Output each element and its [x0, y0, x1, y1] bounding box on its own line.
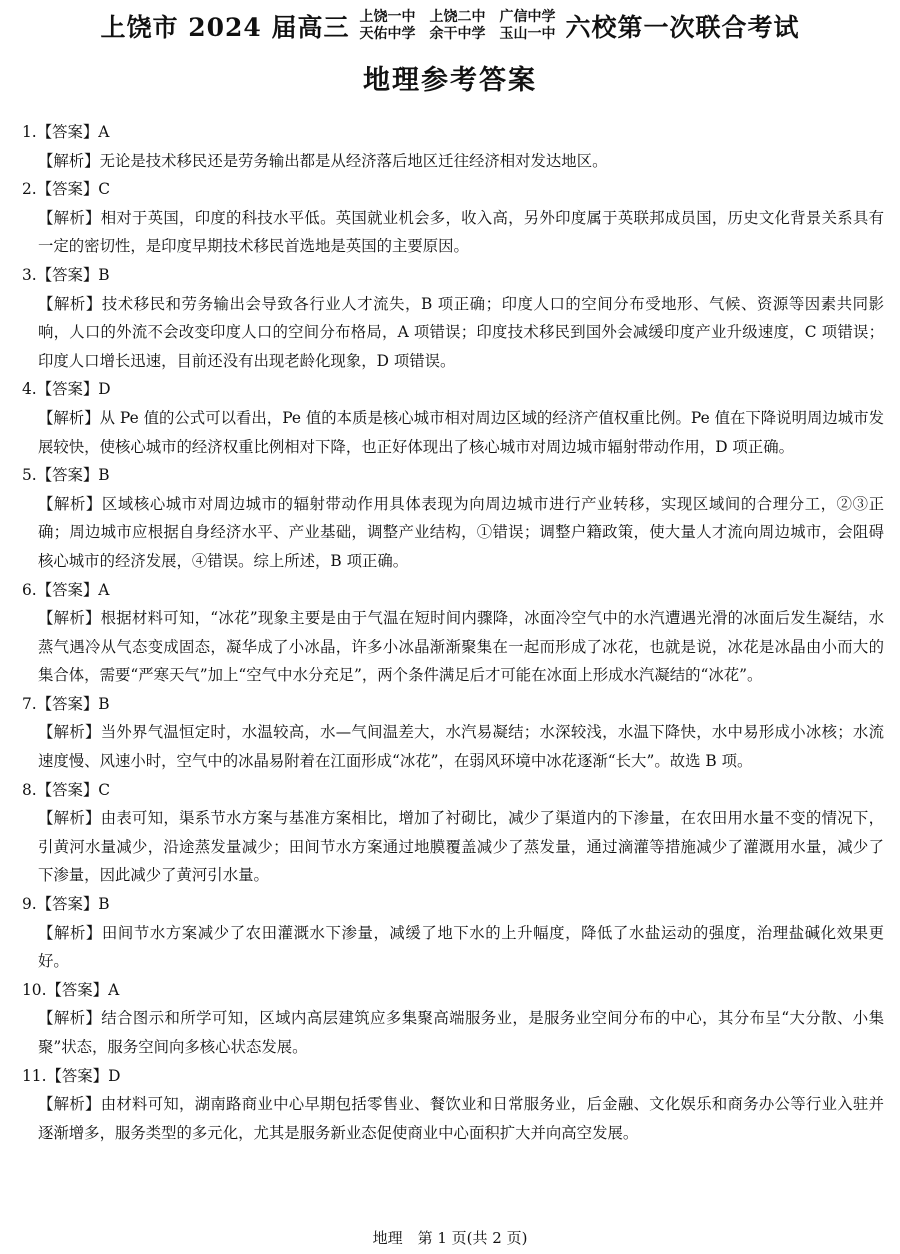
question-number: 2. — [22, 180, 37, 199]
school-name: 上饶二中 — [429, 9, 486, 25]
answer-line — [22, 576, 884, 605]
analysis-line — [22, 718, 884, 775]
answer-line — [22, 690, 884, 719]
analysis-line — [22, 404, 884, 461]
answer-label: 【答案】 — [36, 380, 99, 399]
question-number: 1. — [22, 123, 37, 141]
analysis-line — [22, 1090, 884, 1147]
analysis-label: 【解析】 — [38, 208, 101, 227]
answer-label: 【答案】 — [36, 466, 99, 485]
answer-line — [22, 261, 884, 290]
question-number: 10. — [22, 980, 47, 999]
question-number: 11. — [22, 1066, 47, 1085]
header-prefix: 上饶市 2024 届高三 — [100, 13, 350, 42]
answer-value: A — [108, 980, 120, 999]
answer-value: B — [98, 265, 110, 284]
analysis-text: 田间节水方案减少了农田灌溉水下渗量，减缓了地下水的上升幅度，降低了水盐运动的强度，治理盐碱化效果更好。 — [38, 923, 884, 971]
question-number: 8. — [22, 780, 37, 799]
answer-value: D — [108, 1066, 121, 1085]
answer-label: 【答案】 — [36, 123, 99, 141]
answer-label: 【答案】 — [36, 895, 99, 914]
question-item — [22, 175, 884, 261]
question-item — [22, 1062, 884, 1148]
analysis-text: 技术移民和劳务输出会导致各行业人才流失，B 项正确；印度人口的空间分布受地形、气候、资源等因素共同影响，人口的外流不会改变印度人口的空间分布格局，A 项错误；印度技术移民到国外会减缓印度产业升级速度，C 项错误；印度人口增长迅速，目前还没有出现老龄化现象，D 项错误。 — [38, 294, 884, 370]
analysis-text: 由材料可知，湖南路商业中心早期包括零售业、餐饮业和日常服务业，后金融、文化娱乐和商务办公等行业入驻并逐渐增多，服务类型的多元化，尤其是服务新业态促使商业中心面积扩大并向高空发展。 — [38, 1095, 884, 1142]
analysis-text: 由表可知，渠系节水方案与基准方案相比，增加了衬砌比，减少了渠道内的下渗量，在农田用水量不变的情况下，引黄河水量减少，沿途蒸发量减少；田间节水方案通过地膜覆盖减少了蒸发量，通过滴灌等措施减少了灌溉用水量，减少了下渗量，因此减少了黄河引水量。 — [38, 809, 884, 885]
answer-label: 【答案】 — [36, 580, 99, 599]
analysis-label: 【解析】 — [38, 1095, 101, 1114]
answer-label: 【答案】 — [36, 694, 99, 713]
question-list — [22, 118, 884, 1147]
analysis-line — [22, 147, 884, 176]
analysis-line — [22, 804, 884, 890]
analysis-text: 区域核心城市对周边城市的辐射带动作用具体表现为向周边城市进行产业转移，实现区域间的合理分工，②③正确；周边城市应根据自身经济水平、产业基础，调整产业结构，①错误；调整户籍政策，使大量人才流向周边城市，会阻碍核心城市的经济发展，④错误。综上所述，B 项正确。 — [38, 494, 884, 570]
school-name: 广信中学 — [499, 9, 556, 25]
question-number: 4. — [22, 380, 37, 399]
question-item — [22, 375, 884, 461]
analysis-line — [22, 919, 884, 976]
answer-line — [22, 175, 884, 204]
answer-label: 【答案】 — [36, 780, 99, 799]
question-item — [22, 890, 884, 976]
answer-value: A — [98, 580, 110, 599]
answer-line — [22, 890, 884, 919]
question-number: 3. — [22, 265, 37, 284]
question-number: 9. — [22, 895, 37, 914]
answer-value: D — [98, 380, 111, 399]
analysis-label: 【解析】 — [38, 1009, 102, 1028]
question-number: 6. — [22, 580, 37, 599]
analysis-label: 【解析】 — [38, 294, 102, 313]
answer-value: C — [98, 780, 111, 799]
analysis-label: 【解析】 — [38, 723, 101, 742]
exam-header — [0, 8, 900, 44]
school-name: 天佑中学 — [359, 26, 416, 42]
analysis-label: 【解析】 — [38, 923, 102, 942]
answer-line — [22, 118, 884, 147]
document-title: 地理参考答案 — [363, 65, 537, 96]
question-item — [22, 461, 884, 575]
analysis-text: 结合图示和所学可知，区域内高层建筑应多集聚高端服务业，是服务业空间分布的中心，其分布呈“大分散、小集聚”状态，服务空间向多核心状态发展。 — [38, 1009, 884, 1056]
answer-line — [22, 776, 884, 805]
analysis-label: 【解析】 — [38, 609, 101, 628]
analysis-line — [22, 1004, 884, 1061]
analysis-line — [22, 204, 884, 261]
school-name: 上饶一中 — [359, 9, 416, 25]
answer-value: C — [98, 180, 111, 199]
question-item — [22, 976, 884, 1062]
question-number: 7. — [22, 694, 37, 713]
header-suffix: 六校第一次联合考试 — [565, 13, 800, 42]
answer-value: B — [98, 895, 110, 914]
answer-line — [22, 375, 884, 404]
question-item — [22, 261, 884, 375]
answer-label: 【答案】 — [36, 180, 99, 199]
analysis-label: 【解析】 — [38, 494, 102, 513]
analysis-label: 【解析】 — [38, 408, 100, 427]
answer-line — [22, 1062, 884, 1091]
answer-line — [22, 976, 884, 1005]
answer-value: B — [98, 466, 110, 485]
analysis-label: 【解析】 — [38, 809, 101, 828]
question-number: 5. — [22, 466, 37, 485]
question-item — [22, 118, 884, 175]
answer-label: 【答案】 — [46, 1066, 109, 1085]
analysis-line — [22, 490, 884, 576]
school-name: 余干中学 — [429, 26, 486, 42]
answer-line — [22, 461, 884, 490]
analysis-label: 【解析】 — [38, 151, 100, 170]
analysis-text: 当外界气温恒定时，水温较高，水—气间温差大，水汽易凝结；水深较浅，水温下降快，水中易形成小冰核；水流速度慢、风速小时，空气中的冰晶易附着在江面形成“冰花”，在弱风环境中冰花逐渐“长大”。故选 B 项。 — [38, 723, 884, 771]
answer-label: 【答案】 — [36, 265, 99, 284]
question-item — [22, 690, 884, 776]
school-list — [359, 9, 555, 43]
analysis-text: 从 Pe 值的公式可以看出，Pe 值的本质是核心城市相对周边区域的经济产值权重比例。Pe 值在下降说明周边城市发展较快，使核心城市的经济权重比例相对下降，也正好体现出了核心城市对周边城市辐射带动作用，D 项正确。 — [38, 408, 884, 456]
analysis-text: 无论是技术移民还是劳务输出都是从经济落后地区迁往经济相对发达地区。 — [99, 151, 608, 170]
analysis-text: 相对于英国，印度的科技水平低。英国就业机会多，收入高，另外印度属于英联邦成员国，历史文化背景关系具有一定的密切性，是印度早期技术移民首选地是英国的主要原因。 — [38, 208, 884, 256]
analysis-line — [22, 604, 884, 690]
answer-value: B — [98, 694, 110, 713]
analysis-line — [22, 290, 884, 376]
page-footer: 地理 第 1 页(共 2 页) — [372, 1229, 528, 1247]
question-item — [22, 576, 884, 690]
school-name: 玉山一中 — [499, 26, 556, 42]
answer-value: A — [98, 123, 110, 141]
analysis-text: 根据材料可知，“冰花”现象主要是由于气温在短时间内骤降，冰面冷空气中的水汽遭遇光滑的冰面后发生凝结，水蒸气遇冷从气态变成固态，凝华成了小冰晶，许多小冰晶渐渐聚集在一起而形成了冰花，也就是说，冰花是冰晶由小而大的集合体，需要“严寒天气”加上“空气中水分充足”，两个条件满足后才可能在冰面上形成水汽凝结的“冰花”。 — [38, 609, 884, 685]
question-item — [22, 776, 884, 890]
answer-label: 【答案】 — [46, 980, 109, 999]
